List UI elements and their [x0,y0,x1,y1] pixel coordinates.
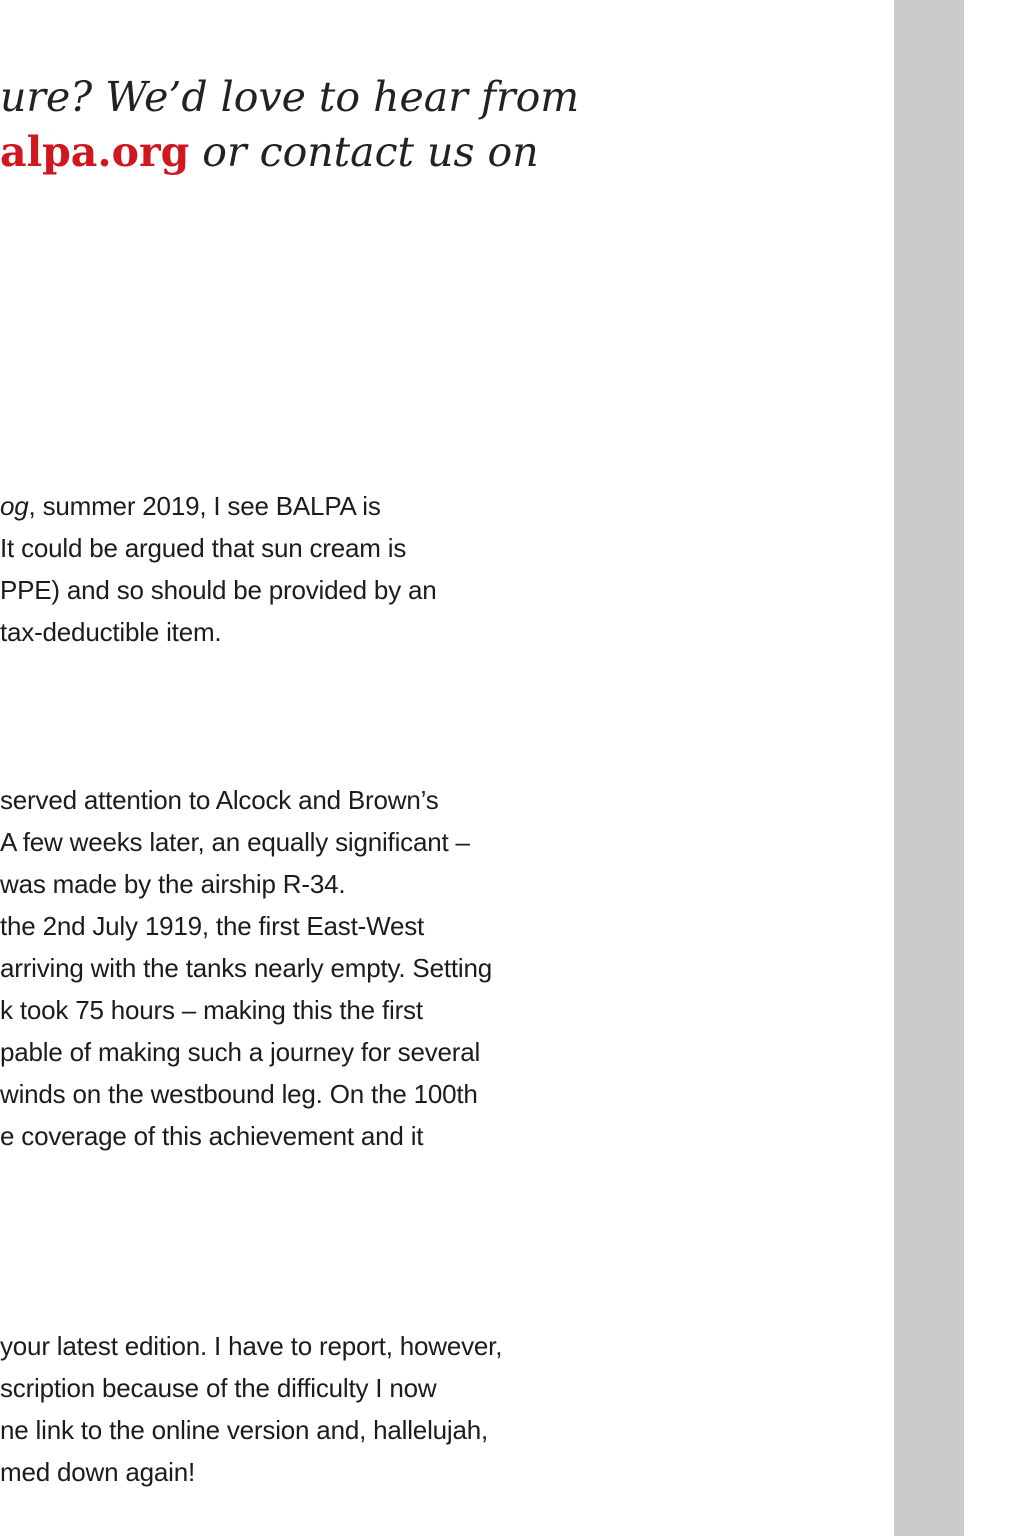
letter-line: It could be argued that sun cream is [0,533,407,563]
letter-line: PPE) and so should be provided by an [0,575,437,605]
page-edge-gray-bar [894,0,964,1536]
letter-line: og, summer 2019, I see BALPA is [0,491,381,521]
letter-line: scription because of the difficulty I now [0,1373,437,1403]
letter-online-version [0,1325,502,1493]
letter-line: the 2nd July 1919, the first East-West [0,911,425,941]
letter-line: arriving with the tanks nearly empty. Setting [0,953,492,983]
contact-email-fragment[interactable]: alpa.org [0,128,190,176]
letter-line: k took 75 hours – making this the first [0,995,423,1025]
letter-airship-r34 [0,779,492,1157]
letter-line: med down again! [0,1457,196,1487]
letter-line: served attention to Alcock and Brown’s [0,785,439,815]
letter-line: A few weeks later, an equally significant – [0,827,470,857]
letter-line: your latest edition. I have to report, however, [0,1331,503,1361]
letter-line: e coverage of this achievement and it [0,1121,424,1151]
headline-line-2: or contact us on [189,128,539,176]
right-margin [964,0,1024,1536]
letter-line: pable of making such a journey for several [0,1037,481,1067]
letter-line: was made by the airship R-34. [0,869,346,899]
letter-line: tax-deductible item. [0,617,222,647]
letter-sun-cream [0,485,437,653]
headline-line-1: ure? We’d love to hear from [0,73,580,121]
letter-line: ne link to the online version and, hallelujah, [0,1415,489,1445]
letters-call-to-action [0,70,579,180]
letter-line: winds on the westbound leg. On the 100th [0,1079,478,1109]
